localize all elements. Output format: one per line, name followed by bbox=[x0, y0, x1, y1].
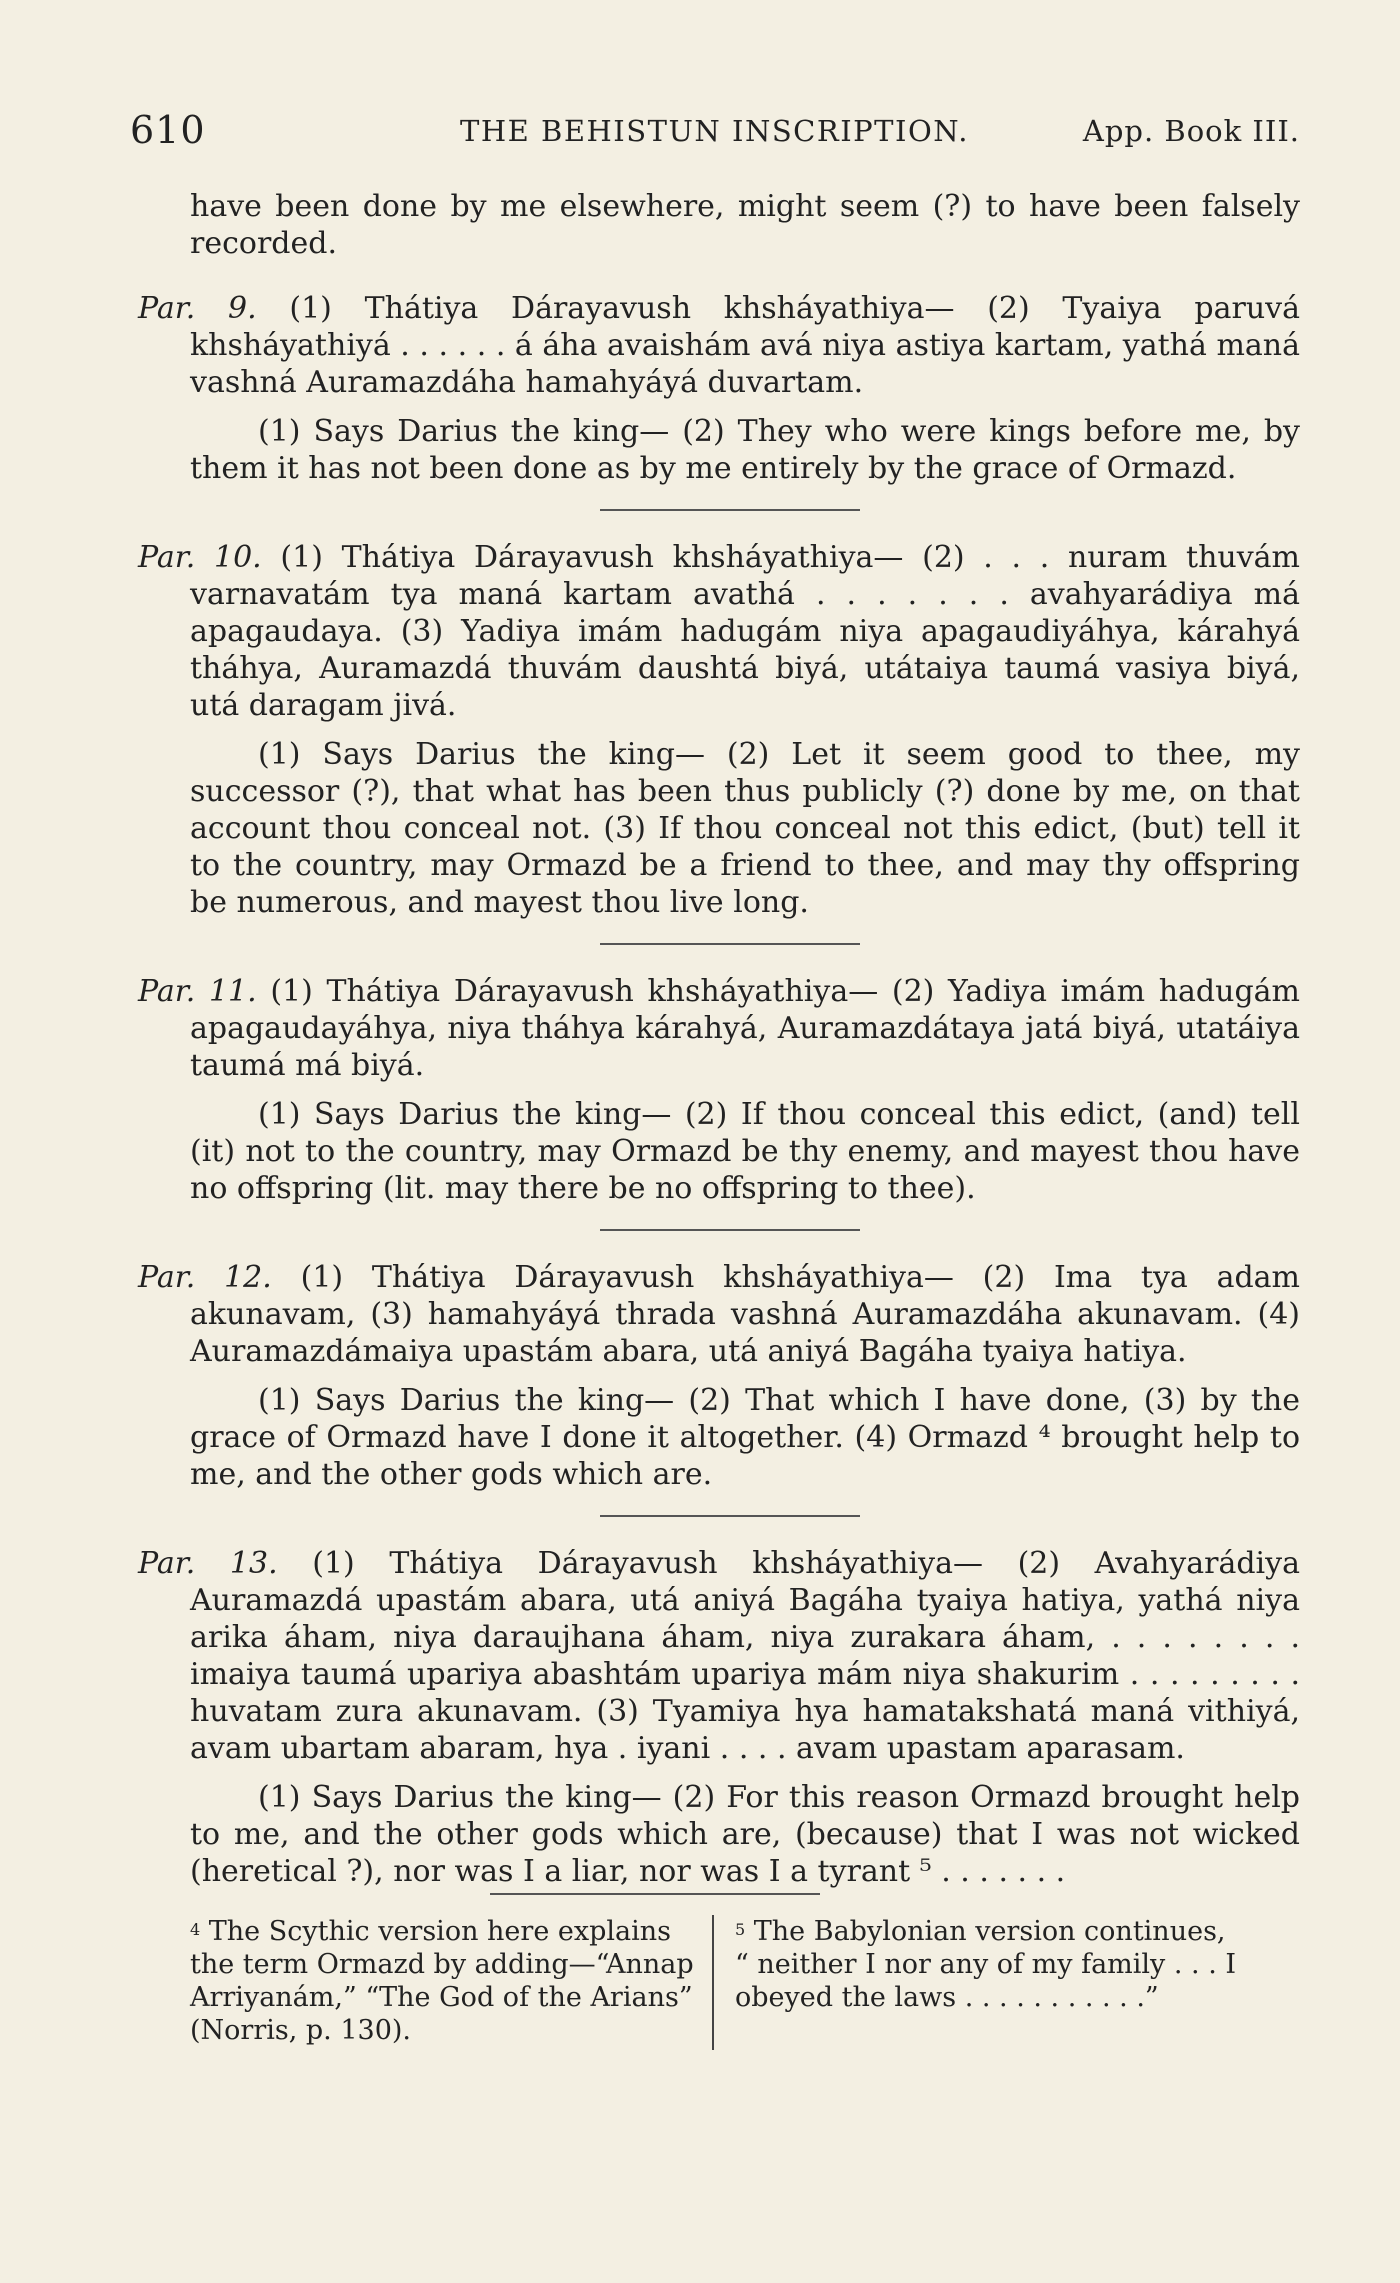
section-divider bbox=[600, 509, 860, 511]
persian-text: (1) Thátiya Dárayavush khsháyathiya— (2) Ima tya adam akunavam, (3) hamahyáyá thrada vashná Auramazdáha akunavam. (4) Auramazdámaiya upastám abara, utá aniyá Bagáha tyaiya hatiya. bbox=[190, 1260, 1301, 1369]
paragraph-13-translation: (1) Says Darius the king— (2) For this reason Ormazd brought help to me, and the other gods which are, (because) that I was not wicked (heretical ?), nor was I a liar, nor was I a tyrant ⁵ . . . . . . . bbox=[190, 1780, 1300, 1889]
paragraph-label: Par. 9. bbox=[138, 291, 257, 326]
persian-text: (1) Thátiya Dárayavush khsháyathiya— (2) Tyaiya paruvá khsháyathiyá . . . . . . á áha avaishám avá niya astiya kartam, yathá maná vashná Auramazdáha hamahyáyá duvartam. bbox=[190, 291, 1300, 400]
persian-text: (1) Thátiya Dárayavush khsháyathiya— (2) . . . nuram thuvám varnavatám tya maná kartam avathá . . . . . . . avahyarádiya má apagaudaya. (3) Yadiya imám hadugám niya apagaudiyáhya, kárahyá tháhya, Auramazdá thuvám daushtá biyá, utátaiya taumá vasiya biyá, utá daragam jivá. bbox=[190, 540, 1300, 723]
paragraph-12-persian bbox=[138, 1259, 1301, 1370]
footnote-text: The Babylonian version continues, “ neither I nor any of my family . . . I obeyed the laws . . . . . . . . . . .” bbox=[735, 1916, 1237, 2013]
section-divider bbox=[600, 1515, 860, 1517]
paragraph-label: Par. 12. bbox=[138, 1260, 272, 1295]
paragraph-12-translation: (1) Says Darius the king— (2) That which I have done, (3) by the grace of Ormazd have I done it altogether. (4) Ormazd ⁴ brought help to me, and the other gods which are. bbox=[190, 1383, 1300, 1492]
section-divider bbox=[600, 1229, 860, 1231]
footnote-4 bbox=[190, 1915, 695, 2047]
running-title: THE BEHISTUN INSCRIPTION. bbox=[460, 114, 969, 148]
persian-text: (1) Thátiya Dárayavush khsháyathiya— (2) Avahyarádiya Auramazdá upastám abara, utá aniyá Bagáha tyaiya hatiya, yathá niya arika áham, niya daraujhana áham, niya zurakara áham, . . . . . . . . imaiya taumá upariya abashtám upariya mám niya shakurim . . . . . . . . . huvatam zura akunavam. (3) Tyamiya hya hamatakshatá maná vithiyá, avam ubartam abaram, hya . iyani . . . . avam upastam aparasam. bbox=[190, 1546, 1300, 1766]
footnote-column-divider bbox=[712, 1915, 714, 2050]
persian-text: (1) Thátiya Dárayavush khsháyathiya— (2) Yadiya imám hadugám apagaudayáhya, niya tháhya kárahyá, Auramazdátaya jatá biyá, utatáiya taumá má biyá. bbox=[190, 974, 1300, 1083]
paragraph-label: Par. 10. bbox=[138, 540, 262, 575]
paragraph-label: Par. 11. bbox=[138, 974, 257, 1009]
paragraph-11-translation: (1) Says Darius the king— (2) If thou conceal this edict, (and) tell (it) not to the country, may Ormazd be thy enemy, and mayest thou have no offspring (lit. may there be no offspring to thee). bbox=[190, 1097, 1300, 1206]
paragraph-9-persian bbox=[138, 290, 1300, 401]
section-divider bbox=[600, 943, 860, 945]
footnote-5 bbox=[735, 1915, 1240, 2014]
footnote-rule bbox=[490, 1893, 820, 1895]
main-text bbox=[138, 188, 1301, 1890]
footnote-text: The Scythic version here explains the term Ormazd by adding—“Annap Arriyanám,” “The God of the Arians” (Norris, p. 130). bbox=[190, 1916, 694, 2046]
book-reference: App. Book III. bbox=[1082, 114, 1300, 148]
paragraph-10-translation: (1) Says Darius the king— (2) Let it seem good to thee, my successor (?), that what has been thus publicly (?) done by me, on that account thou conceal not. (3) If thou conceal not this edict, (but) tell it to the country, may Ormazd be a friend to thee, and may thy offspring be numerous, and mayest thou live long. bbox=[190, 737, 1300, 920]
continuation-text: have been done by me elsewhere, might seem (?) to have been falsely recorded. bbox=[190, 189, 1300, 261]
paragraph-11-persian bbox=[138, 973, 1300, 1084]
running-header bbox=[130, 108, 1300, 158]
paragraph-9-translation: (1) Says Darius the king— (2) They who were kings before me, by them it has not been done as by me entirely by the grace of Ormazd. bbox=[190, 414, 1300, 486]
paragraph-10-persian bbox=[138, 539, 1300, 724]
footnote-marker: 4 bbox=[190, 1920, 201, 1939]
paragraph-label: Par. 13. bbox=[138, 1546, 278, 1581]
paragraph-13-persian bbox=[138, 1545, 1300, 1767]
footnote-marker: 5 bbox=[735, 1920, 746, 1939]
page-number: 610 bbox=[130, 108, 206, 152]
